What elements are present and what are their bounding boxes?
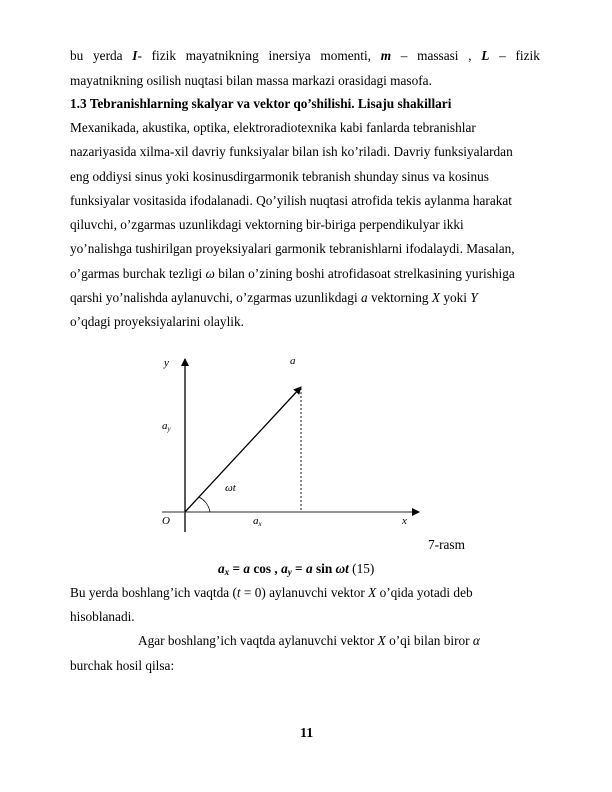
paragraph-2-line-9: o’qdagi proyeksiyalarini olaylik. (70, 314, 244, 329)
text: bu (70, 48, 84, 63)
text: yerda (93, 48, 123, 63)
text: qarshi yo’nalishda aylanuvchi, o’zgarmas uzunlikdagi (70, 290, 361, 305)
vector-a (185, 387, 301, 512)
paragraph-2-line-5: qiluvchi, o’zgarmas uzunlikdagi vektorning bir-biriga perpendikulyar ikki (70, 217, 464, 232)
label-ay: ay (162, 420, 171, 433)
symbol-omega: ω (205, 266, 215, 281)
text: fizik (151, 48, 176, 63)
symbol-X: X (377, 633, 386, 648)
symbol-L: L (481, 48, 490, 63)
text: momenti, (320, 48, 371, 63)
symbol-a: a (360, 290, 368, 305)
text: Agar boshlang’ich vaqtda aylanuvchi vektor (138, 633, 378, 648)
paragraph-2-line-2: nazariyasida xilma-xil davriy funksiyalar bilan ish ko’riladi. Davriy funksiyalardan (70, 144, 513, 159)
label-y: y (164, 357, 169, 369)
section-heading: 1.3 Tebranishlarning skalyar va vektor qo’shilishi. Lisaju shakillari (70, 96, 452, 111)
text: o’garmas burchak tezligi (70, 266, 206, 281)
text: fizik (515, 48, 540, 63)
paragraph-4-line-1 (138, 633, 480, 649)
text: , (468, 48, 472, 63)
paragraph-3-line-1 (70, 585, 473, 601)
text: bilan o’zining boshi atrofidasoat strelkasining yurishiga (214, 266, 515, 281)
paragraph-4-line-2: burchak hosil qilsa: (70, 658, 175, 673)
symbol-m: m (380, 48, 392, 63)
symbol-X: X (431, 290, 441, 305)
angle-arc (199, 497, 210, 512)
label-omega-t: ωt (225, 482, 236, 494)
label-ax: ax (253, 515, 262, 528)
text: inersiya (268, 48, 311, 63)
paragraph-2-line-3: eng oddiysi sinus yoki kosinusdirgarmonik tebranish shunday sinus va kosinus (70, 169, 489, 184)
paragraph-2-line-4: funksiyalar vositasida ifodalanadi. Qo’yilish nuqtasi atrofida tekis aylanma harakat (70, 193, 512, 208)
page-number: 11 (300, 726, 314, 741)
text: o’qi bilan biror (385, 633, 473, 648)
paragraph-2-line-6: yo’nalishga tushirilgan proyeksiyalari garmonik tebranishlarni ifodalaydi. Masalan, (70, 241, 515, 256)
text: yoki (440, 290, 471, 305)
figure-caption: 7-rasm (428, 537, 465, 552)
paragraph-2-line-1: Mexanikada, akustika, optika, elektroradiotexnika kabi fanlarda tebranishlar (70, 120, 476, 135)
text: – (499, 48, 506, 63)
text: Bu yerda boshlang’ich vaqtda ( (70, 585, 237, 600)
symbol-Y: Y (470, 290, 478, 305)
symbol-t: t (236, 585, 241, 600)
text: mayatnikning (185, 48, 259, 63)
paragraph-3-line-2: hisoblanadi. (70, 609, 135, 624)
text: vektorning (367, 290, 432, 305)
symbol-I: I- (132, 48, 142, 63)
formula-15: ax = a cos , ay = a sin ωt (15) (218, 561, 375, 577)
symbol-X: X (368, 585, 377, 600)
label-x: x (402, 515, 407, 527)
label-origin: O (162, 515, 170, 527)
text: = 0) aylanuvchi vektor (240, 585, 369, 600)
paragraph-1-line-2: mayatnikning osilish nuqtasi bilan massa markazi orasidagi masofa. (70, 73, 432, 88)
text: – (400, 48, 408, 63)
text: o’qida yotadi deb (376, 585, 473, 600)
label-a: a (290, 355, 296, 367)
symbol-alpha: α (472, 633, 480, 648)
text: massasi (417, 48, 459, 63)
